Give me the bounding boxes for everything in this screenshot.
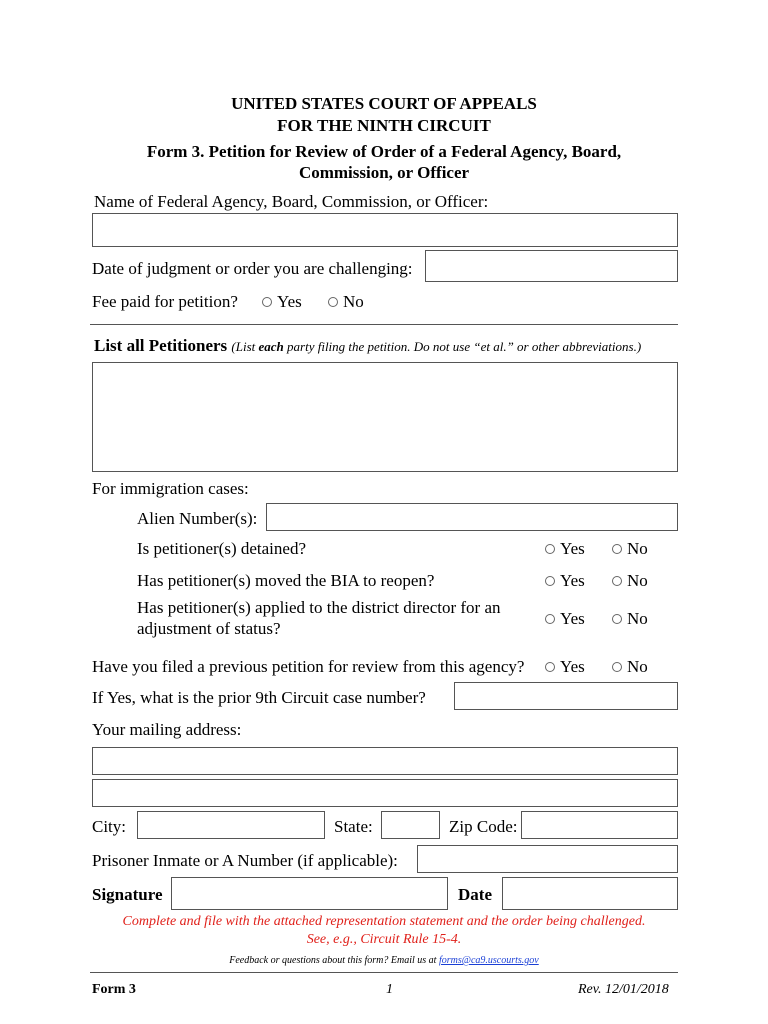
adjustment-label: Has petitioner(s) applied to the district director for an xyxy=(137,598,501,617)
circuit-rule-reference: See, e.g., Circuit Rule 15-4. xyxy=(306,932,462,947)
detained-label: Is petitioner(s) detained? xyxy=(137,539,306,558)
section-divider xyxy=(90,324,678,325)
agency-name-field[interactable] xyxy=(92,213,678,247)
previous-petition-label: Have you filed a previous petition for review from this agency? xyxy=(92,657,525,676)
inmate-number-field[interactable] xyxy=(417,845,678,873)
previous-yes-option[interactable]: Yes xyxy=(545,657,585,677)
feedback-note: Feedback or questions about this form? Email us at forms@ca9.uscourts.gov xyxy=(229,955,539,966)
fee-label: Fee paid for petition? xyxy=(92,292,238,311)
radio-icon[interactable] xyxy=(612,614,622,624)
zip-code-field[interactable] xyxy=(521,811,678,839)
petitioners-heading: List all Petitioners (List each party filing the petition. Do not use “et al.” or other abbreviations.) xyxy=(94,336,642,355)
state-label: State: xyxy=(334,817,373,836)
state-field[interactable] xyxy=(381,811,440,839)
date-label: Date of judgment or order you are challenging: xyxy=(92,259,413,278)
radio-icon[interactable] xyxy=(545,662,555,672)
radio-icon[interactable] xyxy=(262,297,272,307)
zip-label: Zip Code: xyxy=(449,817,518,836)
radio-icon[interactable] xyxy=(545,576,555,586)
mailing-address-line-1[interactable] xyxy=(92,747,678,775)
adjustment-no-option[interactable]: No xyxy=(612,609,648,629)
date-signed-label: Date xyxy=(458,885,492,904)
radio-icon[interactable] xyxy=(545,544,555,554)
petitioners-field[interactable] xyxy=(92,362,678,472)
revision-date: Rev. 12/01/2018 xyxy=(578,982,669,997)
judgment-date-field[interactable] xyxy=(425,250,678,282)
city-label: City: xyxy=(92,817,127,836)
immigration-label: For immigration cases: xyxy=(92,479,249,498)
previous-no-option[interactable]: No xyxy=(612,657,648,677)
signature-field[interactable] xyxy=(171,877,448,910)
detained-no-option[interactable]: No xyxy=(612,539,648,559)
radio-icon[interactable] xyxy=(328,297,338,307)
detained-yes-option[interactable]: Yes xyxy=(545,539,585,559)
date-signed-field[interactable] xyxy=(502,877,678,910)
fee-no-option[interactable]: No xyxy=(328,292,364,312)
prior-case-number-field[interactable] xyxy=(454,682,678,710)
radio-icon[interactable] xyxy=(612,662,622,672)
footer-divider xyxy=(90,972,678,973)
signature-label: Signature xyxy=(92,885,163,904)
bia-yes-option[interactable]: Yes xyxy=(545,571,585,591)
feedback-email-link[interactable]: forms@ca9.uscourts.gov xyxy=(438,955,539,966)
radio-icon[interactable] xyxy=(612,544,622,554)
petitioners-instruction: (List each party filing the petition. Do not use “et al.” or other abbreviations.) xyxy=(231,339,642,354)
fee-yes-option[interactable]: Yes xyxy=(262,292,302,312)
adjustment-yes-option[interactable]: Yes xyxy=(545,609,585,629)
alien-number-field[interactable] xyxy=(266,503,678,531)
mailing-address-line-2[interactable] xyxy=(92,779,678,807)
mailing-address-label: Your mailing address: xyxy=(92,720,242,739)
footer-form-name: Form 3 xyxy=(92,982,136,997)
bia-label: Has petitioner(s) moved the BIA to reopen? xyxy=(137,571,435,590)
radio-icon[interactable] xyxy=(545,614,555,624)
adjustment-label-continued: adjustment of status? xyxy=(137,619,281,638)
form-title-continued: Commission, or Officer xyxy=(298,163,470,182)
circuit-name: FOR THE NINTH CIRCUIT xyxy=(277,116,491,135)
agency-label: Name of Federal Agency, Board, Commission, or Officer: xyxy=(94,192,489,211)
alien-number-label: Alien Number(s): xyxy=(137,509,258,528)
filing-instruction: Complete and file with the attached representation statement and the order being challenged. xyxy=(122,914,646,929)
radio-icon[interactable] xyxy=(612,576,622,586)
city-field[interactable] xyxy=(137,811,325,839)
court-name: UNITED STATES COURT OF APPEALS xyxy=(231,94,537,113)
bia-no-option[interactable]: No xyxy=(612,571,648,591)
page-number: 1 xyxy=(386,982,393,997)
form-title: Form 3. Petition for Review of Order of a Federal Agency, Board, xyxy=(146,142,622,161)
inmate-number-label: Prisoner Inmate or A Number (if applicable): xyxy=(92,851,398,870)
prior-case-label: If Yes, what is the prior 9th Circuit case number? xyxy=(92,688,426,707)
